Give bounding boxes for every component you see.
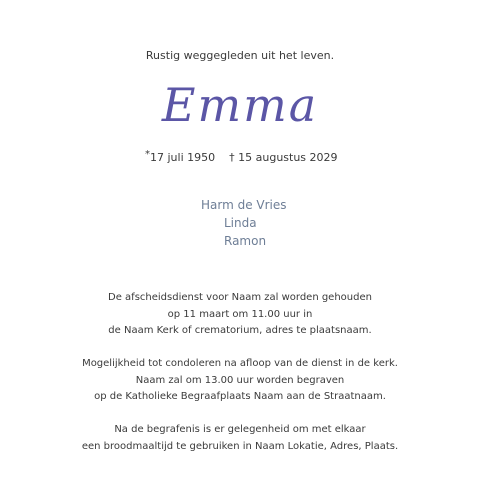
deceased-name: Emma bbox=[161, 78, 319, 132]
family-member: Harm de Vries bbox=[201, 198, 287, 212]
text-line: de Naam Kerk of crematorium, adres te plaatsnaam. bbox=[108, 325, 372, 336]
text-line: Naam zal om 13.00 uur worden begraven bbox=[135, 374, 345, 386]
text-line: op de Katholieke Begraafplaats Naam aan de Straatnaam. bbox=[94, 391, 386, 402]
text-line: een broodmaaltijd te gebruiken in Naam Lokatie, Adres, Plaats. bbox=[81, 440, 399, 452]
family-list bbox=[0, 196, 480, 250]
text-line: Mogelijkheid tot condoleren na afloop van de dienst in de kerk. bbox=[82, 358, 398, 369]
family-member: Linda bbox=[224, 216, 257, 230]
birth-symbol: * bbox=[145, 149, 150, 160]
condolence-paragraph bbox=[0, 356, 480, 406]
life-dates bbox=[145, 151, 345, 164]
service-paragraph bbox=[0, 290, 480, 340]
service-details bbox=[0, 290, 480, 472]
gathering-paragraph bbox=[0, 422, 480, 455]
text-line: Na de begrafenis is er gelegenheid om met elkaar bbox=[114, 424, 366, 435]
text-line: op 11 maart om 11.00 uur in bbox=[167, 308, 313, 320]
death-symbol: † bbox=[229, 151, 235, 164]
text-line: De afscheidsdienst voor Naam zal worden gehouden bbox=[108, 292, 372, 303]
intro-text: Rustig weggegleden uit het leven. bbox=[145, 49, 335, 62]
family-member: Ramon bbox=[224, 234, 267, 248]
birth-date: 17 juli 1950 bbox=[150, 151, 216, 164]
death-date: 15 augustus 2029 bbox=[238, 151, 338, 164]
